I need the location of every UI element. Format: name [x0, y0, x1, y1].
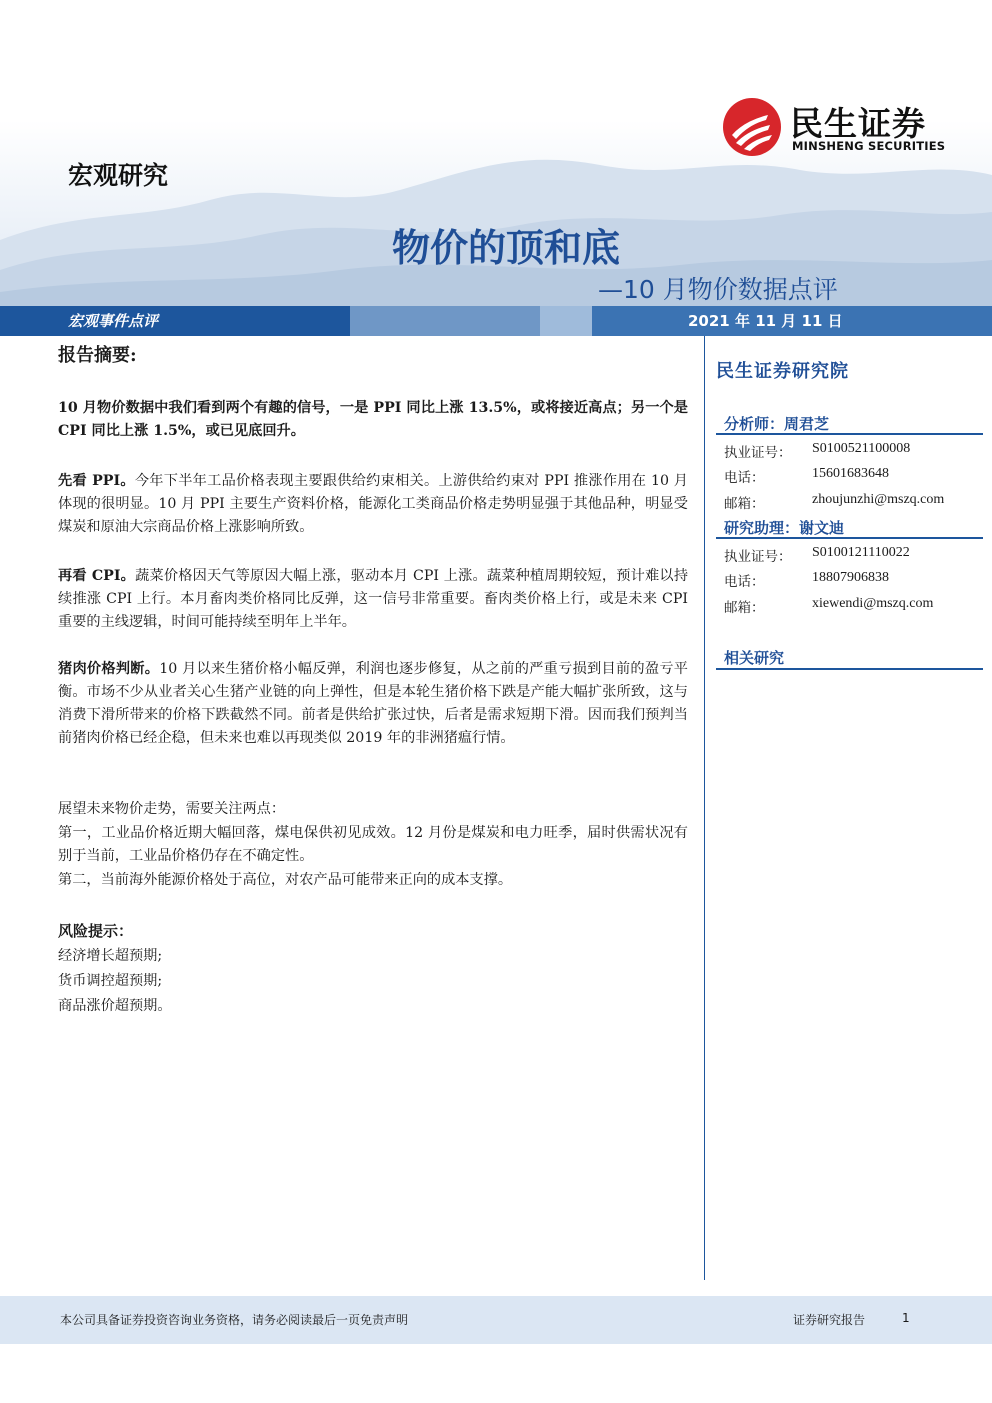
risk-item: 经济增长超预期; — [58, 948, 163, 964]
risk-item: 货币调控超预期; — [58, 973, 163, 989]
risk-item: 商品涨价超预期。 — [58, 998, 172, 1014]
risk-list — [58, 945, 688, 1020]
report-date: 2021 年 11 月 11 日 — [688, 312, 843, 330]
summary-intro — [58, 397, 688, 443]
assistant-email-label: 邮箱： — [724, 600, 765, 616]
minsheng-logo-icon — [722, 97, 782, 157]
pork-text: 10 月以来生猪价格小幅反弹，利润也逐步修复，从之前的严重亏损到目前的盈亏平衡。市场不少从业者关心生猪产业链的向上弹性，但是本轮生猪价格下跌是产能大幅扩张所致，这与消费下滑所带来的价格下跌截然不同。前者是供给扩张过快，后者是需求短期下滑。因而我们预判当前猪肉价格已经企稳，但未来也难以再现类似 2019 年的非洲猪瘟行情。 — [58, 661, 688, 746]
ppi-text: 今年下半年工品价格表现主要跟供给约束相关。上游供给约束对 PPI 推涨作用在 10 月体现的很明显。10 月 PPI 主要生产资料价格，能源化工类商品价格走势明显强于其他品种，明显受煤炭和原油大宗商品价格上涨影响所致。 — [58, 473, 688, 535]
assistant-phone-label: 电话： — [724, 574, 765, 590]
assistant-divider — [716, 537, 983, 539]
analyst-license: S0100521100008 — [812, 441, 911, 456]
risk-heading: 风险提示： — [58, 922, 134, 940]
section-label: 宏观研究 — [68, 161, 169, 190]
assistant-phone: 18807906838 — [812, 570, 889, 585]
outlook-point-2: 第二，当前海外能源价格处于高位，对农产品可能带来正向的成本支撑。 — [58, 872, 513, 888]
outlook-point-1: 第一，工业品价格近期大幅回落，煤电保供初见成效。12 月份是煤炭和电力旺季，届时供需状况有别于当前，工业品价格仍存在不确定性。 — [58, 825, 688, 864]
ppi-paragraph — [58, 470, 688, 539]
analyst-email-label: 邮箱： — [724, 496, 765, 512]
brand-name-cn: 民生证券 — [790, 104, 926, 143]
assistant-license: S0100121110022 — [812, 545, 910, 560]
analyst-divider — [716, 433, 983, 435]
page-footer — [0, 1296, 992, 1344]
summary-heading: 报告摘要: — [58, 345, 137, 366]
research-institute: 民生证券研究院 — [716, 361, 849, 382]
column-divider — [704, 336, 705, 1280]
report-subtitle: —10 月物价数据点评 — [598, 275, 838, 304]
cpi-text: 蔬菜价格因天气等原因大幅上涨，驱动本月 CPI 上涨。蔬菜种植周期较短，预计难以持续推涨 CPI 上行。本月畜肉类价格同比反弹，这一信号非常重要。畜肉类价格上行，或是未来 CPI 重要的主线逻辑，时间可能持续至明年上半年。 — [58, 568, 689, 630]
cpi-lead: 再看 CPI。 — [58, 568, 136, 584]
analyst-heading: 分析师：周君芝 — [724, 415, 830, 433]
bar-segment — [0, 306, 350, 336]
brand-name-en: MINSHENG SECURITIES — [792, 139, 946, 153]
footer-report-type: 证券研究报告 — [793, 1313, 866, 1327]
related-divider — [716, 668, 983, 670]
pork-paragraph — [58, 658, 688, 750]
analyst-license-label: 执业证号： — [724, 445, 792, 461]
analyst-phone: 15601683648 — [812, 466, 889, 481]
analyst-email[interactable]: zhoujunzhi@mszq.com — [812, 492, 945, 507]
footer-disclaimer: 本公司具备证券投资咨询业务资格，请务必阅读最后一页免责声明 — [60, 1313, 409, 1327]
ppi-lead: 先看 PPI。 — [58, 473, 135, 489]
related-research-heading: 相关研究 — [724, 649, 785, 667]
intro-text: 10 月物价数据中我们看到两个有趣的信号，一是 PPI 同比上涨 13.5%，或将接近高点；另一个是 CPI 同比上涨 1.5%，或已见底回升。 — [58, 400, 688, 439]
pork-lead: 猪肉价格判断。 — [58, 661, 160, 677]
bar-segment — [350, 306, 540, 336]
assistant-heading: 研究助理：谢文迪 — [724, 519, 845, 537]
report-title: 物价的顶和底 — [391, 226, 620, 270]
outlook-intro: 展望未来物价走势，需要关注两点： — [58, 801, 286, 817]
analyst-phone-label: 电话： — [724, 470, 765, 486]
bar-segment — [540, 306, 592, 336]
page-number: 1 — [902, 1311, 910, 1325]
assistant-email[interactable]: xiewendi@mszq.com — [812, 596, 934, 611]
header-bar — [0, 306, 992, 336]
cpi-paragraph — [58, 565, 688, 634]
assistant-license-label: 执业证号： — [724, 549, 792, 565]
report-category: 宏观事件点评 — [68, 312, 159, 330]
outlook-section — [58, 798, 688, 893]
